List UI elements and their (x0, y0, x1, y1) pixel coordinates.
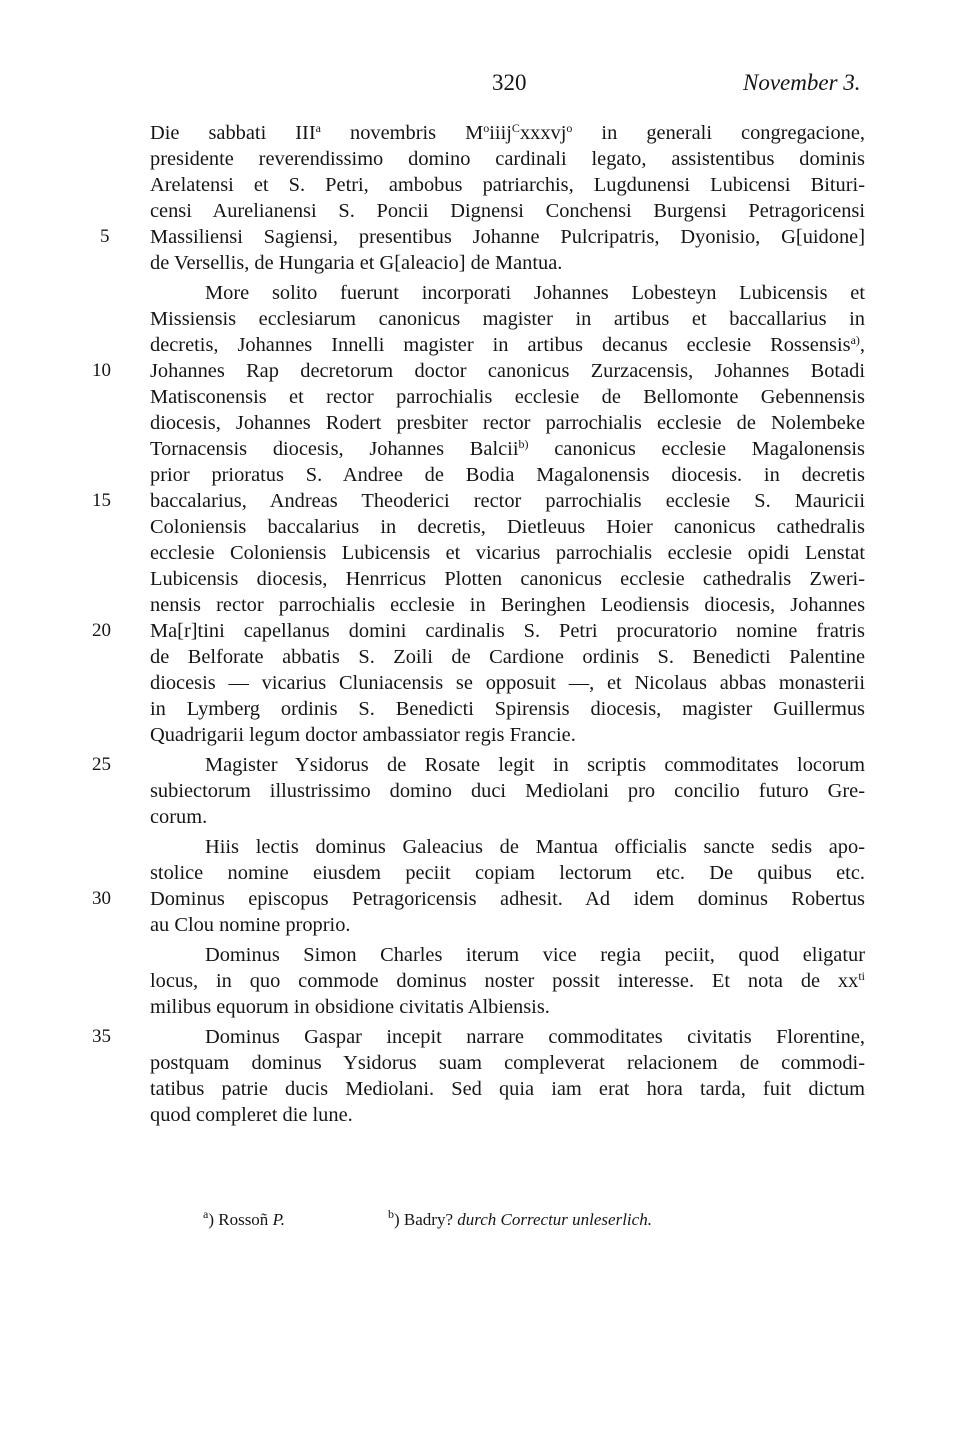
text-line (150, 644, 865, 670)
text-segment: milibus equorum in obsidione civitatis Albiensis. (150, 996, 550, 1018)
text-line (150, 804, 865, 830)
line-number: 10 (92, 360, 111, 381)
text-segment: ecclesie Coloniensis Lubicensis et vicarius parrochialis ecclesie opidi Lenstat (150, 542, 865, 564)
text-segment: prior prioratus S. Andree de Bodia Magalonensis diocesis. in decretis (150, 464, 865, 486)
text-line (150, 120, 865, 146)
text-segment: au Clou nomine proprio. (150, 914, 351, 936)
superscript: a (315, 121, 321, 135)
text-segment: Coloniensis baccalarius in decretis, Dietleuus Hoier canonicus cathedralis (150, 516, 865, 538)
text-segment: nensis rector parrochialis ecclesie in Beringhen Leodiensis diocesis, Johannes (150, 594, 865, 616)
text-line (150, 968, 865, 994)
footnote-b-mark: b (388, 1207, 394, 1221)
text-segment: presidente reverendissimo domino cardinali legato, assistentibus dominis (150, 148, 865, 170)
running-head: November 3. (743, 70, 861, 95)
text-segment: quod compleret die lune. (150, 1104, 353, 1126)
text-segment: Hiis lectis dominus Galeacius de Mantua officialis sancte sedis apo- (205, 836, 865, 858)
text-segment: diocesis, Johannes Rodert presbiter rector parrochialis ecclesie de Nolembeke (150, 412, 865, 434)
text-segment: Massiliensi Sagiensi, presentibus Johanne Pulcripatris, Dyonisio, G[uidone] (150, 226, 865, 248)
text-segment: Lubicensis diocesis, Henrricus Plotten canonicus ecclesie cathedralis Zweri- (150, 568, 865, 590)
text-segment: diocesis — vicarius Cluniacensis se opposuit —, et Nicolaus abbas monasterii (150, 672, 865, 694)
superscript: C (511, 121, 520, 135)
text-line (150, 566, 865, 592)
text-line (205, 834, 865, 860)
text-line (150, 540, 865, 566)
line-number: 35 (92, 1026, 111, 1047)
text-line (150, 306, 865, 332)
text-line (150, 886, 865, 912)
footnote-b-note: durch Correctur unleserlich. (457, 1210, 652, 1229)
page-number: 320 (492, 70, 527, 95)
footnote-a-text: ) Rossoñ (208, 1210, 273, 1229)
text-segment: locus, in quo commode dominus noster possit interesse. Et nota de xx (150, 970, 859, 992)
text-segment: baccalarius, Andreas Theoderici rector parrochialis ecclesie S. Mauricii (150, 490, 865, 512)
footnote-b-text: ) Badry? (394, 1210, 458, 1229)
text-line (150, 1076, 865, 1102)
text-line (150, 488, 865, 514)
text-segment: Magister Ysidorus de Rosate legit in scriptis commoditates locorum (205, 754, 865, 776)
line-number: 25 (92, 754, 111, 775)
text-line (205, 942, 865, 968)
text-segment: Johannes Rap decretorum doctor canonicus Zurzacensis, Johannes Botadi (150, 360, 865, 382)
text-line (205, 280, 865, 306)
footnote-a-source: P. (272, 1210, 286, 1229)
text-line (150, 436, 865, 462)
text-segment: in generali congregacione, (572, 122, 865, 144)
text-segment: Die sabbati III (150, 122, 316, 144)
text-segment: Matisconensis et rector parrochialis ecclesie de Bellomonte Gebennensis (150, 386, 865, 408)
text-line (150, 514, 865, 540)
text-line (150, 618, 865, 644)
text-line (150, 358, 865, 384)
text-segment: tatibus patrie ducis Mediolani. Sed quia iam erat hora tarda, fuit dictum (150, 1078, 865, 1100)
text-segment: Missiensis ecclesiarum canonicus magister in artibus et baccallarius in (150, 308, 865, 330)
superscript: b) (518, 437, 529, 451)
footnote-a (203, 1208, 285, 1232)
text-line (205, 1024, 865, 1050)
text-segment: , (859, 334, 865, 356)
text-line (150, 224, 865, 250)
text-segment: stolice nomine eiusdem peciit copiam lectorum etc. De quibus etc. (150, 862, 865, 884)
text-segment: Arelatensi et S. Petri, ambobus patriarchis, Lugdunensi Lubicensi Bituri- (150, 174, 865, 196)
superscript: ti (858, 969, 865, 983)
text-segment: in Lymberg ordinis S. Benedicti Spirensis diocesis, magister Guillermus (150, 698, 865, 720)
text-segment: canonicus ecclesie Magalonensis (528, 438, 865, 460)
text-line (150, 994, 865, 1020)
line-number: 20 (92, 620, 111, 641)
text-segment: xxxvj (519, 122, 567, 144)
text-segment: Quadrigarii legum doctor ambassiator regis Francie. (150, 724, 576, 746)
footnote-a-mark: a (203, 1207, 209, 1221)
text-segment: de Belforate abbatis S. Zoili de Cardione ordinis S. Benedicti Palentine (150, 646, 865, 668)
text-line (150, 332, 865, 358)
text-segment: Ma[r]tini capellanus domini cardinalis S. Petri procuratorio nomine fratris (150, 620, 865, 642)
text-segment: de Versellis, de Hungaria et G[aleacio] de Mantua. (150, 252, 563, 274)
superscript: o (483, 121, 490, 135)
text-segment: iiij (489, 122, 512, 144)
text-line (205, 752, 865, 778)
text-segment: corum. (150, 806, 208, 828)
text-line (150, 1102, 865, 1128)
superscript: a) (850, 333, 860, 347)
text-line (150, 410, 865, 436)
footnote-b (388, 1208, 652, 1232)
page-header (0, 62, 960, 102)
text-line (150, 1050, 865, 1076)
text-segment: Dominus Gaspar incepit narrare commoditates civitatis Florentine, (205, 1026, 865, 1048)
text-line (150, 250, 865, 276)
text-line (150, 778, 865, 804)
text-line (150, 198, 865, 224)
text-line (150, 146, 865, 172)
text-line (150, 592, 865, 618)
line-number: 5 (100, 226, 110, 247)
text-segment: novembris M (320, 122, 484, 144)
text-segment: subiectorum illustrissimo domino duci Mediolani pro concilio futuro Gre- (150, 780, 865, 802)
text-line (150, 696, 865, 722)
superscript: o (566, 121, 573, 135)
line-number: 15 (92, 490, 111, 511)
text-segment: Tornacensis diocesis, Johannes Balcii (150, 438, 519, 460)
text-segment: censi Aurelianensi S. Poncii Dignensi Conchensi Burgensi Petragoricensi (150, 200, 865, 222)
text-line (150, 912, 865, 938)
text-segment: Dominus episcopus Petragoricensis adhesit. Ad idem dominus Robertus (150, 888, 865, 910)
line-number: 30 (92, 888, 111, 909)
text-line (150, 860, 865, 886)
text-segment: postquam dominus Ysidorus suam compleverat relacionem de commodi- (150, 1052, 865, 1074)
text-line (150, 462, 865, 488)
text-segment: More solito fuerunt incorporati Johannes Lobesteyn Lubicensis et (205, 282, 865, 304)
text-line (150, 384, 865, 410)
text-segment: Dominus Simon Charles iterum vice regia peciit, quod eligatur (205, 944, 865, 966)
text-line (150, 172, 865, 198)
text-line (150, 670, 865, 696)
text-segment: decretis, Johannes Innelli magister in artibus decanus ecclesie Rossensis (150, 334, 851, 356)
text-line (150, 722, 865, 748)
